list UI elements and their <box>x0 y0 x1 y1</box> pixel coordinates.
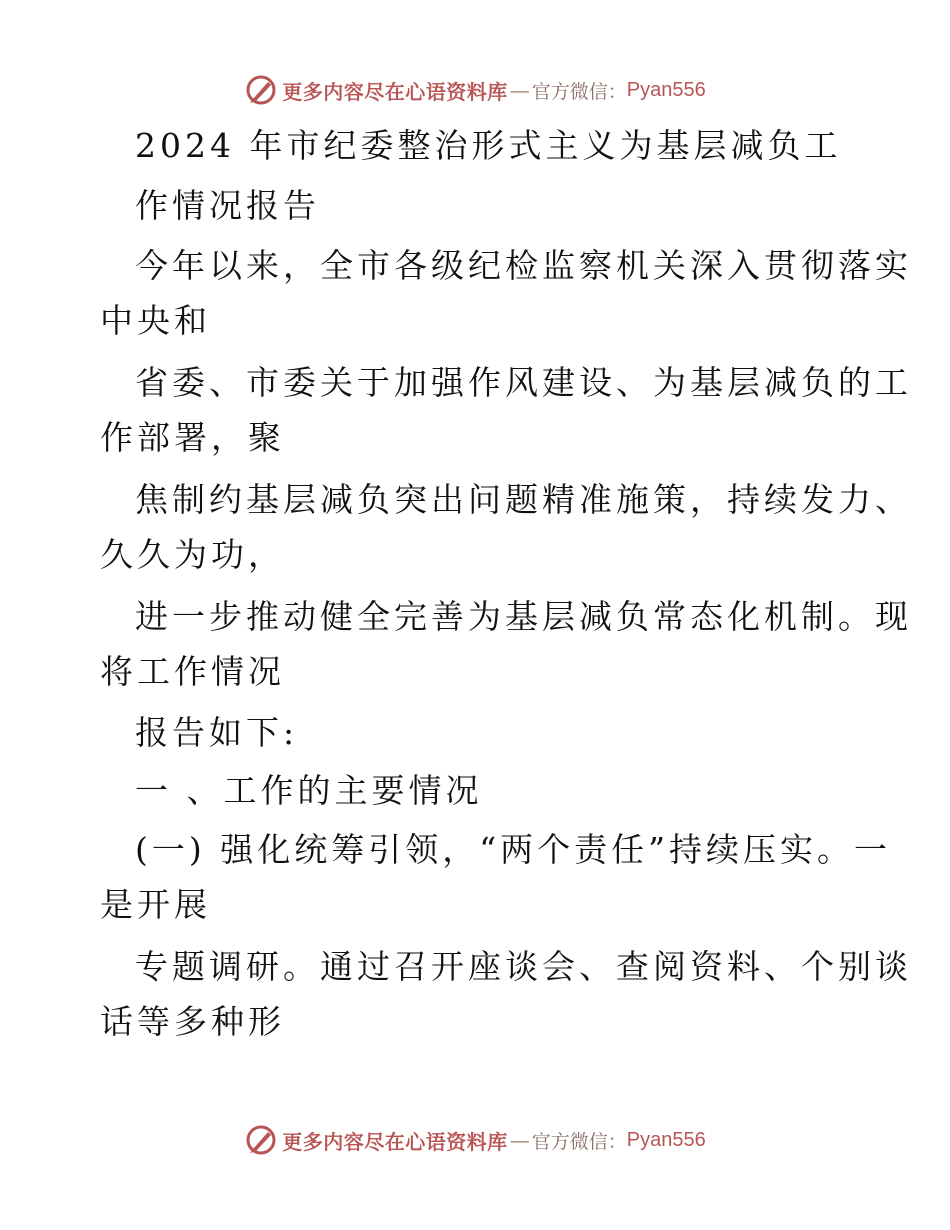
text-line: 省委、市委关于加强作风建设、为基层减负的工 <box>135 363 912 402</box>
watermark-text: 更多内容尽在心语资料库 <box>282 1129 508 1154</box>
watermark-wechat-id: Pyan556 <box>626 1128 706 1151</box>
watermark-dash: — <box>509 78 530 102</box>
text-line: 将工作情况 <box>100 652 285 691</box>
text-line: 焦制约基层减负突出问题精准施策，持续发力、 <box>135 480 912 519</box>
title-line-2: 作情况报告 <box>135 186 320 225</box>
watermark-wechat-label: 官方微信： <box>531 1130 627 1153</box>
text-line: 专题调研。通过召开座谈会、查阅资料、个别谈 <box>135 947 912 986</box>
text-line: 话等多种形 <box>100 1002 285 1041</box>
pen-logo-icon <box>244 1123 278 1157</box>
text-line: 作部署，聚 <box>100 418 285 457</box>
pen-logo-icon <box>244 73 278 107</box>
watermark-wechat-id: Pyan556 <box>626 78 706 101</box>
text-line: 是开展 <box>100 885 211 924</box>
header-watermark <box>0 70 950 110</box>
watermark-wechat-label: 官方微信： <box>531 80 627 103</box>
title-line-1: 2024 年市纪委整治形式主义为基层减负工 <box>135 126 842 165</box>
text-line: 久久为功， <box>100 535 285 574</box>
subsection-heading: (一) 强化统筹引领，“两个责任”持续压实。一 <box>135 830 891 869</box>
text-line: 进一步推动健全完善为基层减负常态化机制。现 <box>135 597 912 636</box>
text-line: 中央和 <box>100 301 211 340</box>
watermark-text: 更多内容尽在心语资料库 <box>282 79 508 104</box>
watermark-dash: — <box>509 1128 530 1152</box>
text-line: 报告如下: <box>135 713 299 752</box>
section-heading: 一 、工作的主要情况 <box>135 771 483 810</box>
text-line: 今年以来，全市各级纪检监察机关深入贯彻落实 <box>135 246 912 285</box>
footer-watermark <box>0 1120 950 1160</box>
